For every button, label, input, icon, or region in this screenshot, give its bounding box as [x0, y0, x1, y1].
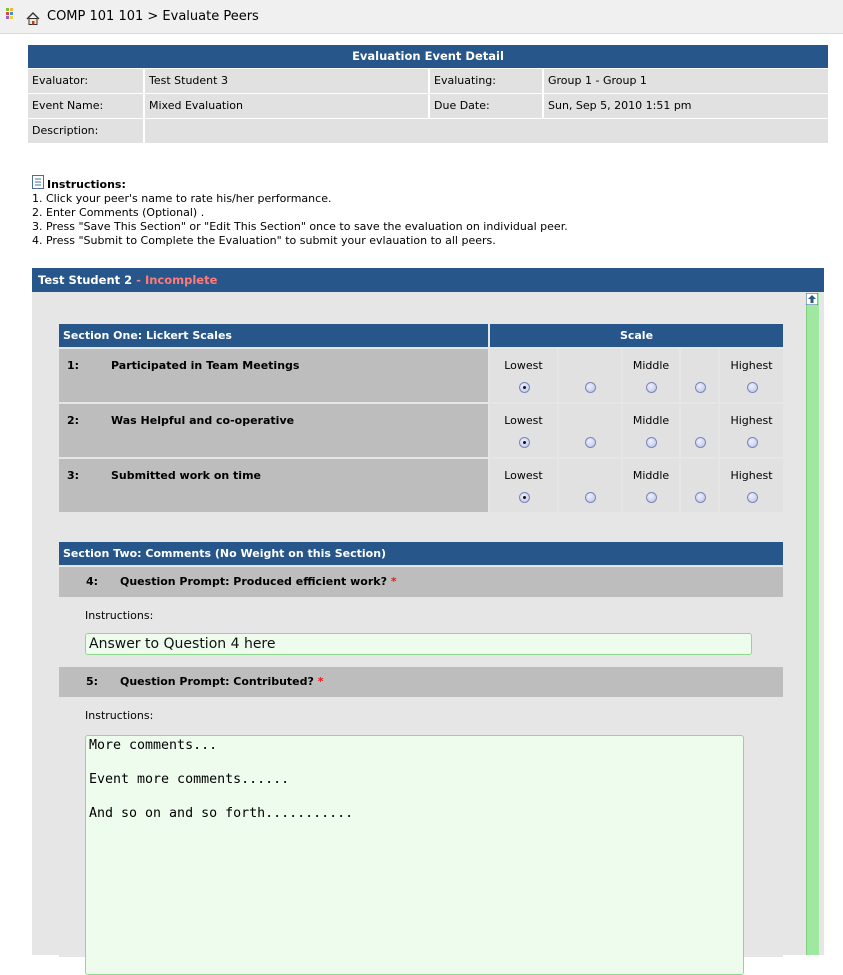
instructions-label: Instructions: [85, 609, 154, 622]
student-name[interactable]: Test Student 2 [38, 273, 133, 287]
question-number: 2: [67, 414, 80, 427]
evaluation-detail-table [28, 45, 828, 143]
scale-radio-3[interactable] [646, 382, 657, 393]
scale-radio-3[interactable] [646, 437, 657, 448]
scale-label: Lowest [504, 414, 543, 427]
question-text: Submitted work on time [111, 469, 261, 482]
scale-cell [720, 349, 783, 402]
description-label: Description: [28, 119, 143, 143]
scale-radio-3[interactable] [646, 492, 657, 503]
status-separator: - [132, 273, 145, 287]
detail-row [28, 119, 828, 143]
due-date-label: Due Date: [430, 94, 542, 118]
likert-row [59, 404, 783, 457]
scale-cell [559, 459, 621, 512]
scale-radio-1[interactable] [519, 382, 530, 393]
scale-label: Lowest [504, 359, 543, 372]
scale-radio-1[interactable] [519, 492, 530, 503]
comment-line: Event more comments...... [89, 772, 290, 787]
scale-radio-5[interactable] [747, 382, 758, 393]
scale-radio-4[interactable] [695, 437, 706, 448]
event-name-value: Mixed Evaluation [145, 94, 428, 118]
detail-row [28, 94, 828, 118]
scale-label: Highest [730, 414, 773, 427]
question-body [59, 697, 783, 957]
scrollbar[interactable] [806, 293, 819, 955]
instructions-title: Instructions: [47, 178, 126, 191]
question-number: 3: [67, 469, 80, 482]
section-two-title: Section Two: Comments (No Weight on this Section) [59, 542, 783, 565]
instruction-line: 2. Enter Comments (Optional) . [32, 206, 205, 219]
scale-label: Highest [730, 359, 773, 372]
scale-radio-4[interactable] [695, 492, 706, 503]
scale-radio-2[interactable] [585, 382, 596, 393]
scale-cell [490, 349, 557, 402]
scale-cell [681, 404, 718, 457]
section-one [59, 324, 783, 512]
scale-label: Lowest [504, 469, 543, 482]
question-number: 5: [86, 675, 99, 688]
scale-radio-1[interactable] [519, 437, 530, 448]
scale-cell [681, 459, 718, 512]
comments-textarea[interactable] [85, 735, 744, 975]
detail-title: Evaluation Event Detail [28, 45, 828, 68]
scale-label: Highest [730, 469, 773, 482]
likert-row [59, 459, 783, 512]
scroll-up-icon[interactable] [806, 293, 818, 305]
status-badge: Incomplete [144, 273, 218, 287]
scale-label: Middle [632, 359, 670, 372]
student-panel [32, 268, 824, 955]
scale-radio-2[interactable] [585, 492, 596, 503]
evaluator-value: Test Student 3 [145, 69, 428, 93]
question-text: Participated in Team Meetings [111, 359, 300, 372]
instructions-label: Instructions: [85, 709, 154, 722]
event-name-label: Event Name: [28, 94, 143, 118]
likert-row [59, 349, 783, 402]
likert-question [59, 349, 488, 402]
scale-radio-5[interactable] [747, 492, 758, 503]
question-prompt-text: Question Prompt: Produced efficient work? [120, 575, 387, 588]
app-grid-icon[interactable] [6, 8, 18, 22]
scale-label: Middle [632, 414, 670, 427]
question-prompt-text: Question Prompt: Contributed? [120, 675, 314, 688]
question-number: 1: [67, 359, 80, 372]
instruction-line: 1. Click your peer's name to rate his/her performance. [32, 192, 332, 205]
description-value [145, 119, 828, 143]
scale-label: Middle [632, 469, 670, 482]
required-marker: * [390, 575, 397, 588]
scale-header: Scale [490, 324, 783, 347]
section-one-header [59, 324, 783, 347]
breadcrumb[interactable]: COMP 101 101 > Evaluate Peers [47, 9, 259, 24]
instruction-line: 3. Press "Save This Section" or "Edit This Section" once to save the evaluation on individual peer. [32, 220, 568, 233]
scale-radio-5[interactable] [747, 437, 758, 448]
scale-cell [623, 459, 679, 512]
scale-cell [490, 459, 557, 512]
scale-cell [720, 459, 783, 512]
due-date-value: Sun, Sep 5, 2010 1:51 pm [544, 94, 828, 118]
likert-question [59, 404, 488, 457]
scale-cell [623, 349, 679, 402]
question-text: Was Helpful and co-operative [111, 414, 295, 427]
detail-row [28, 69, 828, 93]
scale-radio-2[interactable] [585, 437, 596, 448]
section-one-title: Section One: Lickert Scales [59, 324, 488, 347]
required-marker: * [317, 675, 324, 688]
document-icon [32, 175, 44, 189]
answer-input[interactable]: Answer to Question 4 here [85, 633, 752, 655]
top-bar [0, 0, 843, 34]
home-icon[interactable] [26, 12, 40, 25]
scale-cell [681, 349, 718, 402]
scale-cell [490, 404, 557, 457]
likert-question [59, 459, 488, 512]
scale-cell [623, 404, 679, 457]
evaluating-value: Group 1 - Group 1 [544, 69, 828, 93]
scale-cell [559, 404, 621, 457]
question-prompt [59, 567, 783, 597]
scale-radio-4[interactable] [695, 382, 706, 393]
instruction-line: 4. Press "Submit to Complete the Evaluation" to submit your evlauation to all peers. [32, 234, 496, 247]
comment-line: And so on and so forth........... [89, 806, 354, 821]
student-header[interactable] [32, 268, 824, 292]
scale-cell [559, 349, 621, 402]
question-number: 4: [86, 575, 99, 588]
instructions [32, 175, 812, 248]
question-body [59, 597, 783, 665]
section-two [59, 542, 783, 957]
question-prompt [59, 667, 783, 697]
evaluator-label: Evaluator: [28, 69, 143, 93]
scale-cell [720, 404, 783, 457]
evaluating-label: Evaluating: [430, 69, 542, 93]
comment-line: More comments... [89, 738, 218, 753]
